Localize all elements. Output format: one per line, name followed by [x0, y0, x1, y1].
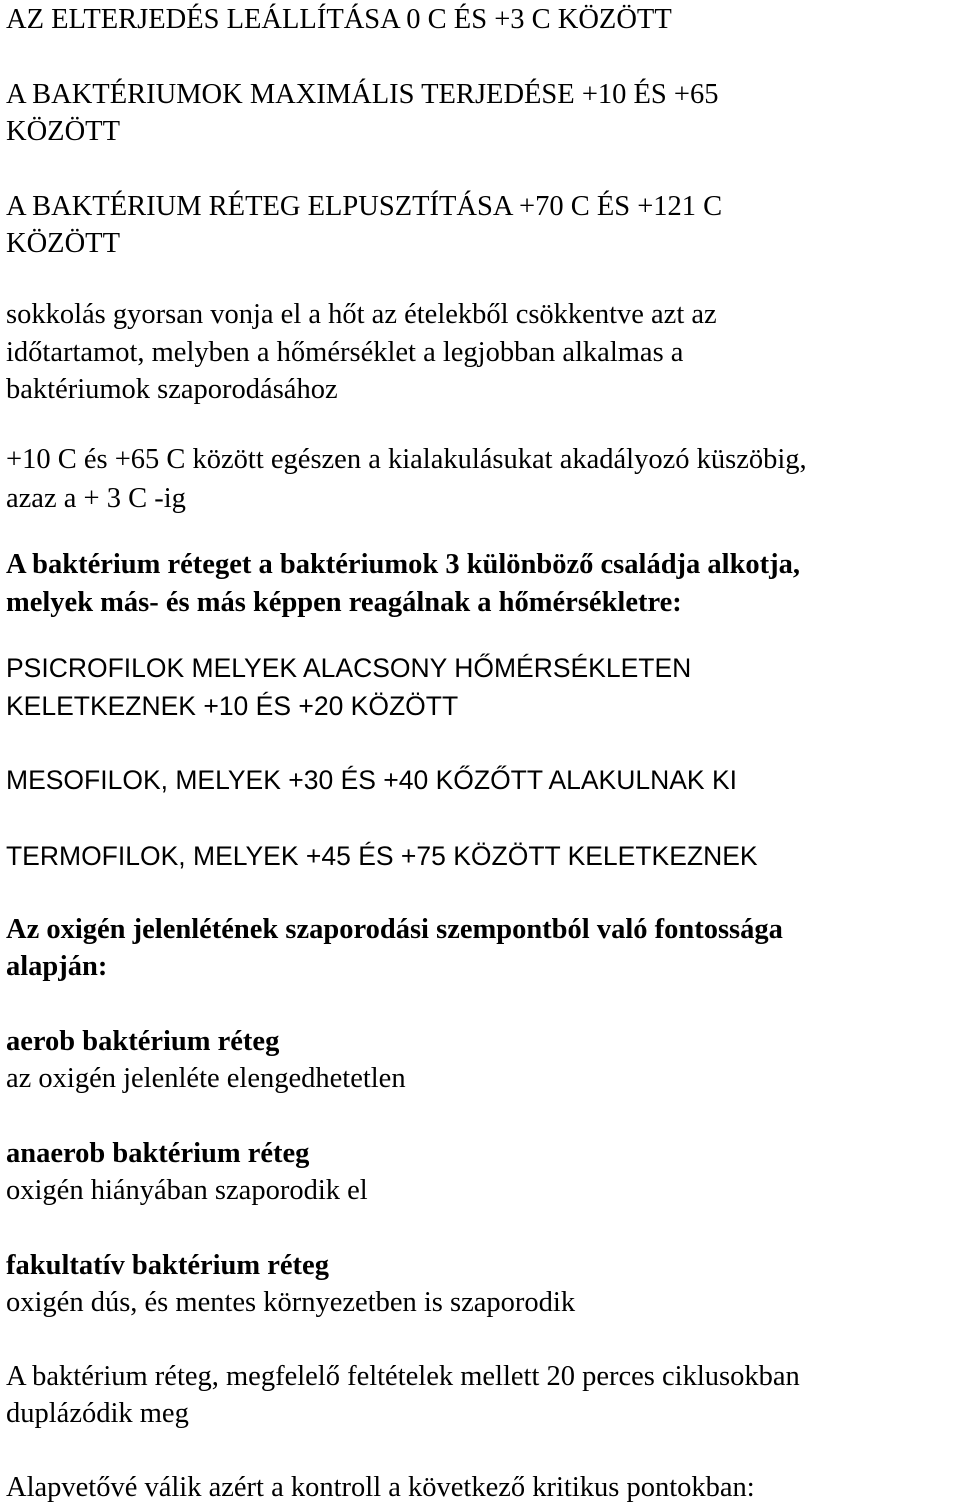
aerob-heading: aerob baktérium réteg	[6, 1026, 280, 1057]
fakultativ-text: oxigén dús, és mentes környezetben is szaporodik	[6, 1287, 576, 1318]
heading-max-spread-line-1: A BAKTÉRIUMOK MAXIMÁLIS TERJEDÉSE +10 ÉS +65	[6, 79, 719, 110]
fakultativ-heading: fakultatív baktérium réteg	[6, 1250, 329, 1281]
heading-max-spread-line-2: KÖZÖTT	[6, 116, 120, 147]
anaerob-heading: anaerob baktérium réteg	[6, 1138, 310, 1169]
mesofil-line: MESOFILOK, MELYEK +30 ÉS +40 KŐZŐTT ALAKULNAK KI	[6, 765, 738, 795]
oxygen-importance-line-1: Az oxigén jelenlétének szaporodási szempontból való fontossága	[6, 914, 783, 945]
paragraph-threshold-line-1: +10 C és +65 C között egészen a kialakulásukat akadályozó küszöbig,	[6, 444, 807, 475]
heading-kill-layer-line-2: KÖZÖTT	[6, 228, 120, 259]
heading-kill-layer-line-1: A BAKTÉRIUM RÉTEG ELPUSZTÍTÁSA +70 C ÉS +121 C	[6, 191, 723, 222]
paragraph-threshold-line-2: azaz a + 3 C -ig	[6, 483, 186, 514]
oxygen-importance-line-2: alapján:	[6, 951, 108, 982]
paragraph-shock-cooling-line-3: baktériumok szaporodásához	[6, 374, 338, 405]
critical-points-line: Alapvetővé válik azért a kontroll a következő kritikus pontokban:	[6, 1472, 755, 1503]
paragraph-shock-cooling-line-1: sokkolás gyorsan vonja el a hőt az ételekből csökkentve azt az	[6, 299, 717, 330]
termofil-line: TERMOFILOK, MELYEK +45 ÉS +75 KÖZÖTT KELETKEZNEK	[6, 841, 758, 871]
paragraph-shock-cooling-line-2: időtartamot, melyben a hőmérséklet a legjobban alkalmas a	[6, 337, 684, 368]
paragraph-families-line-2: melyek más- és más képpen reagálnak a hőmérsékletre:	[6, 587, 682, 618]
psicrofil-line-2: KELETKEZNEK +10 ÉS +20 KÖZÖTT	[6, 691, 459, 721]
paragraph-families-line-1: A baktérium réteget a baktériumok 3 különböző családja alkotja,	[6, 549, 801, 580]
doubling-cycle-line-1: A baktérium réteg, megfelelő feltételek mellett 20 perces ciklusokban	[6, 1361, 800, 1392]
doubling-cycle-line-2: duplázódik meg	[6, 1398, 189, 1429]
psicrofil-line-1: PSICROFILOK MELYEK ALACSONY HŐMÉRSÉKLETEN	[6, 653, 692, 683]
heading-stop-spread: AZ ELTERJEDÉS LEÁLLÍTÁSA 0 C ÉS +3 C KÖZÖTT	[6, 4, 672, 35]
anaerob-text: oxigén hiányában szaporodik el	[6, 1175, 368, 1206]
aerob-text: az oxigén jelenléte elengedhetetlen	[6, 1063, 406, 1094]
